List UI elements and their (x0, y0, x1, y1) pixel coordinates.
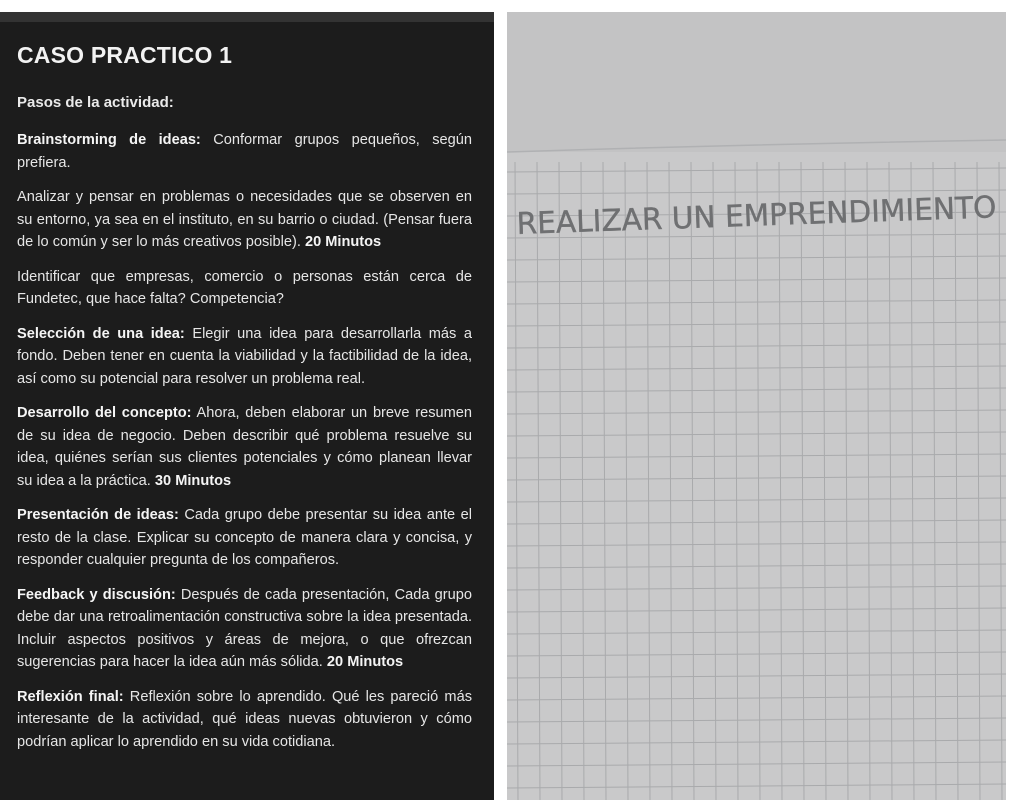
step-lead: Feedback y discusión: (17, 586, 176, 603)
step-text: Conformar grupos pequeños, según prefiera. (17, 132, 472, 171)
step-lead: Brainstorming de ideas: (17, 132, 201, 148)
step-text: Analizar y pensar en problemas o necesidades que se observen en su entorno, ya sea en el instituto, en su barrio o ciudad. (Pensar fuera de lo común y ser lo más creativos posible). (17, 189, 472, 250)
step-lead: Presentación de ideas: (17, 507, 179, 523)
step-paragraph (17, 584, 472, 674)
step-paragraph (17, 402, 472, 492)
step-lead: Reflexión final: (17, 688, 124, 705)
paper-top-edge (507, 12, 1006, 152)
instructions-panel (0, 12, 494, 800)
handwritten-heading: REALIZAR UN EMPRENDIMIENTO (516, 190, 1004, 242)
step-lead: Desarrollo del concepto: (17, 405, 192, 421)
step-lead: Selección de una idea: (17, 325, 185, 342)
page-title: CASO PRACTICO 1 (17, 42, 233, 68)
step-paragraph (17, 186, 472, 254)
step-text: Después de cada presentación, Cada grupo debe dar una retroalimentación constructiva sobre la idea presentada. Incluir aspectos positivos y áreas de mejora, o que ofrezcan sugerencias para hacer la idea aún más sólida. (17, 586, 472, 670)
step-duration: 20 Minutos (326, 654, 404, 670)
step-paragraph (17, 266, 472, 311)
step-text: Identificar que empresas, comercio o personas están cerca de Fundetec, que hace falta? Competencia? (17, 268, 472, 307)
graph-paper (507, 12, 1006, 800)
step-text: Reflexión sobre lo aprendido. Qué les pareció más interesante de la actividad, qué ideas nuevas obtuvieron y cómo podrían aplicar lo aprendido en su vida cotidiana. (17, 688, 472, 750)
step-paragraph (17, 686, 472, 754)
step-text: Elegir una idea para desarrollarla más a fondo. Deben tener en cuenta la viabilidad y la factibilidad de la idea, así como su potencial para resolver un problema real. (17, 325, 472, 387)
step-paragraph (17, 323, 472, 391)
step-paragraph (17, 129, 472, 174)
step-duration: 20 Minutos (304, 234, 382, 250)
step-paragraph (17, 504, 472, 572)
step-text: Ahora, deben elaborar un breve resumen de su idea de negocio. Deben describir qué problema resuelve su idea, quiénes serían sus clientes potenciales y cómo planean llevar su idea a la práctica. (17, 405, 472, 489)
steps-heading: Pasos de la actividad: (17, 94, 174, 111)
step-duration: 30 Minutos (154, 472, 232, 489)
notebook-photo (507, 12, 1006, 800)
step-text: Cada grupo debe presentar su idea ante el resto de la clase. Explicar su concepto de manera clara y concisa, y responder cualquier pregunta de los compañeros. (17, 507, 472, 568)
